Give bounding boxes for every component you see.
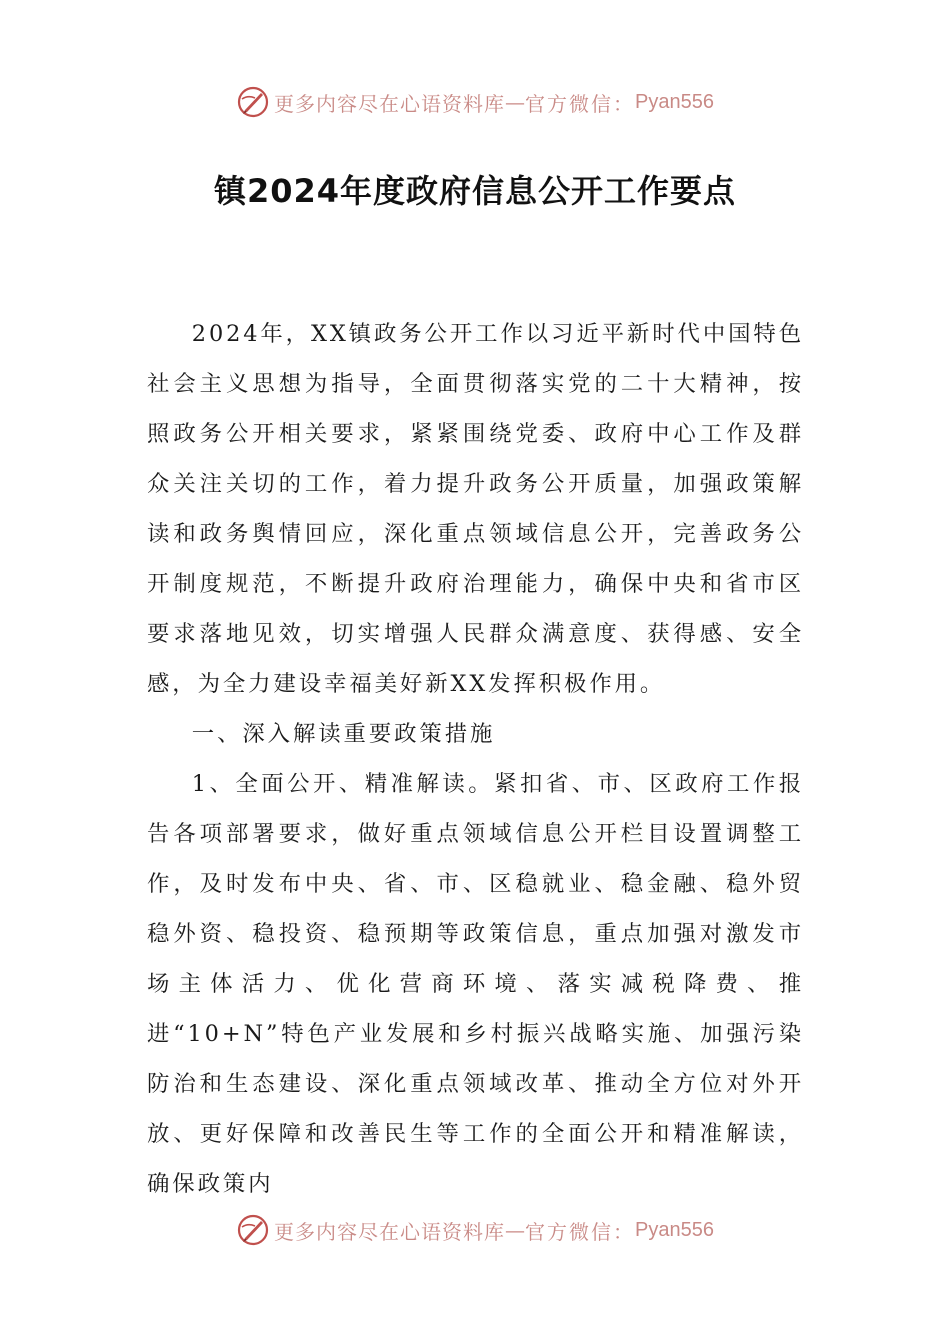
document-body	[147, 309, 804, 1209]
banner-site-text: 更多内容尽在心语资料库	[274, 91, 506, 116]
banner-wechat-id: Pyan556	[635, 1218, 714, 1241]
banner-wechat-label: 官方微信：	[525, 1219, 636, 1244]
pen-quill-logo-icon	[236, 1213, 270, 1247]
paragraph-item-1: 1、全面公开、精准解读。紧扣省、市、区政府工作报告各项部署要求，做好重点领域信息公开栏目设置调整工作，及时发布中央、省、市、区稳就业、稳金融、稳外贸稳外资、稳投资、稳预期等政策信息，重点加强对激发市场主体活力、优化营商环境、落实减税降费、推进“10+N”特色产业发展和乡村振兴战略实施、加强污染防治和生态建设、深化重点领域改革、推动全方位对外开放、更好保障和改善民生等工作的全面公开和精准解读，确保政策内	[147, 771, 804, 1197]
document-title: 镇2024年度政府信息公开工作要点	[213, 172, 737, 210]
header-banner	[0, 80, 950, 124]
pen-quill-logo-icon	[236, 85, 270, 119]
paragraph-intro: 2024年，XX镇政务公开工作以习近平新时代中国特色社会主义思想为指导，全面贯彻落实党的二十大精神，按照政务公开相关要求，紧紧围绕党委、政府中心工作及群众关注关切的工作，着力提升政务公开质量，加强政策解读和政务舆情回应，深化重点领域信息公开，完善政务公开制度规范，不断提升政府治理能力，确保中央和省市区要求落地见效，切实增强人民群众满意度、获得感、安全感，为全力建设幸福美好新XX发挥积极作用。	[147, 321, 804, 697]
banner-site-text: 更多内容尽在心语资料库	[274, 1219, 506, 1244]
banner-wechat-id: Pyan556	[635, 90, 714, 113]
banner-wechat-label: 官方微信：	[525, 91, 636, 116]
section-heading-1: 一、深入解读重要政策措施	[191, 721, 496, 747]
banner-dash: —	[505, 1218, 526, 1242]
footer-banner	[0, 1208, 950, 1252]
banner-dash: —	[505, 90, 526, 114]
